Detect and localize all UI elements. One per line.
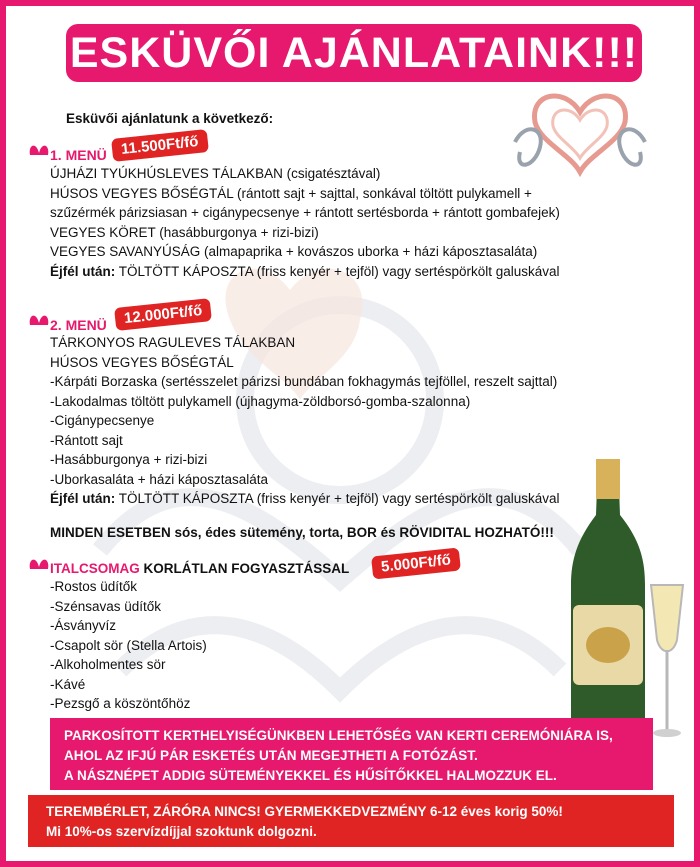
garden-ceremony-box [50,718,653,790]
drinks-heading-rest: KORLÁTLAN FOGYASZTÁSSAL [139,561,350,576]
menu2-midnight [50,489,560,509]
menu1-line: VEGYES KÖRET (hasábburgonya + rizi-bizi) [50,224,319,240]
flower-icon [28,137,50,157]
flower-icon [28,307,50,327]
menu1-price: 11.500Ft/fő [111,129,208,162]
drinks-list [50,577,207,714]
menu2-heading: 2. MENÜ [50,317,107,333]
drinks-price: 5.000Ft/fő [371,547,461,579]
intro-text: Esküvői ajánlatunk a következő: [66,111,274,126]
drink-item: -Szénsavas üdítők [50,598,162,614]
drink-item: -Ásványvíz [50,618,117,633]
pink-box-line: A NÁSZNÉPET ADDIG SÜTEMÉNYEKKEL ÉS HŰSÍTŐKKEL HALMOZZUK EL. [64,768,557,783]
menu2-line: -Uborkasaláta + házi káposztasaláta [50,471,268,487]
midnight-text: TÖLTÖTT KÁPOSZTA (friss kenyér + tejföl) vagy sertéspörkölt galuskával [115,263,560,279]
menu1-line: szűzérmék párizsiasan + cigánypecsenye + rántott sertésborda + rántott gombafejek) [50,205,560,220]
pink-box-line: PARKOSÍTOTT KERTHELYISÉGÜNKBEN LEHETŐSÉG VAN KERTI CEREMÓNIÁRA IS, [64,728,613,743]
drink-item: -Pezsgő a köszöntőhöz [50,696,191,711]
minden-note: MINDEN ESETBEN sós, édes sütemény, torta, BOR és RÖVIDITAL HOZHATÓ!!! [50,525,554,540]
menu2-line: -Hasábburgonya + rizi-bizi [50,452,208,467]
menu2-line: -Cigánypecsenye [50,413,155,428]
menu2-price: 12.000Ft/fő [114,298,212,331]
menu2-line: HÚSOS VEGYES BŐSÉGTÁL [50,354,234,370]
midnight-text: TÖLTÖTT KÁPOSZTA (friss kenyér + tejföl) vagy sertéspörkölt galuskával [115,491,560,506]
menu1-midnight [50,262,560,282]
drink-item: -Rostos üdítők [50,579,138,594]
drink-item: -Csapolt sör (Stella Artois) [50,637,207,653]
drinks-heading [50,561,349,576]
menu1-line: ÚJHÁZI TYÚKHÚSLEVES TÁLAKBAN (csigatésztával) [50,166,381,181]
menu1-line: HÚSOS VEGYES BŐSÉGTÁL (rántott sajt + sajttal, sonkával töltött pulykamell + [50,185,532,201]
pink-box-line: AHOL AZ IFJÚ PÁR ESKETÉS UTÁN MEGEJTHETI A FOTÓZÁST. [64,748,478,763]
drinks-heading-pink: ITALCSOMAG [50,561,140,576]
menu2-line: TÁRKONYOS RAGULEVES TÁLAKBAN [50,335,296,350]
menu1-list [50,164,560,281]
menu1-line: VEGYES SAVANYÚSÁG (almapaprika + kovászos uborka + házi káposztasaláta) [50,244,538,259]
drink-item: -Alkoholmentes sör [50,657,166,672]
menu2-list [50,333,560,509]
menu2-line: -Lakodalmas töltött pulykamell (újhagyma-zöldborsó-gomba-szalonna) [50,393,471,409]
midnight-label: Éjfél után: [50,263,116,279]
flower-icon [28,551,50,571]
menu1-heading: 1. MENÜ [50,147,107,163]
menu2-line: -Kárpáti Borzaska (sertésszelet párizsi bundában fokhagymás tejföllel, reszelt sajttal) [50,374,558,389]
menu2-line: -Rántott sajt [50,432,123,448]
champagne-bottle-icon [565,455,690,755]
drink-item: -Kávé [50,676,86,692]
red-box-line: TEREMBÉRLET, ZÁRÓRA NINCS! GYERMEKKEDVEZMÉNY 6-12 éves korig 50%! [46,804,563,819]
red-box-line: Mi 10%-os szervízdíjjal szoktunk dolgozni. [46,824,317,839]
page-title: ESKÜVŐI AJÁNLATAINK!!! [66,24,642,82]
midnight-label: Éjfél után: [50,491,116,506]
rental-info-box [28,795,674,847]
